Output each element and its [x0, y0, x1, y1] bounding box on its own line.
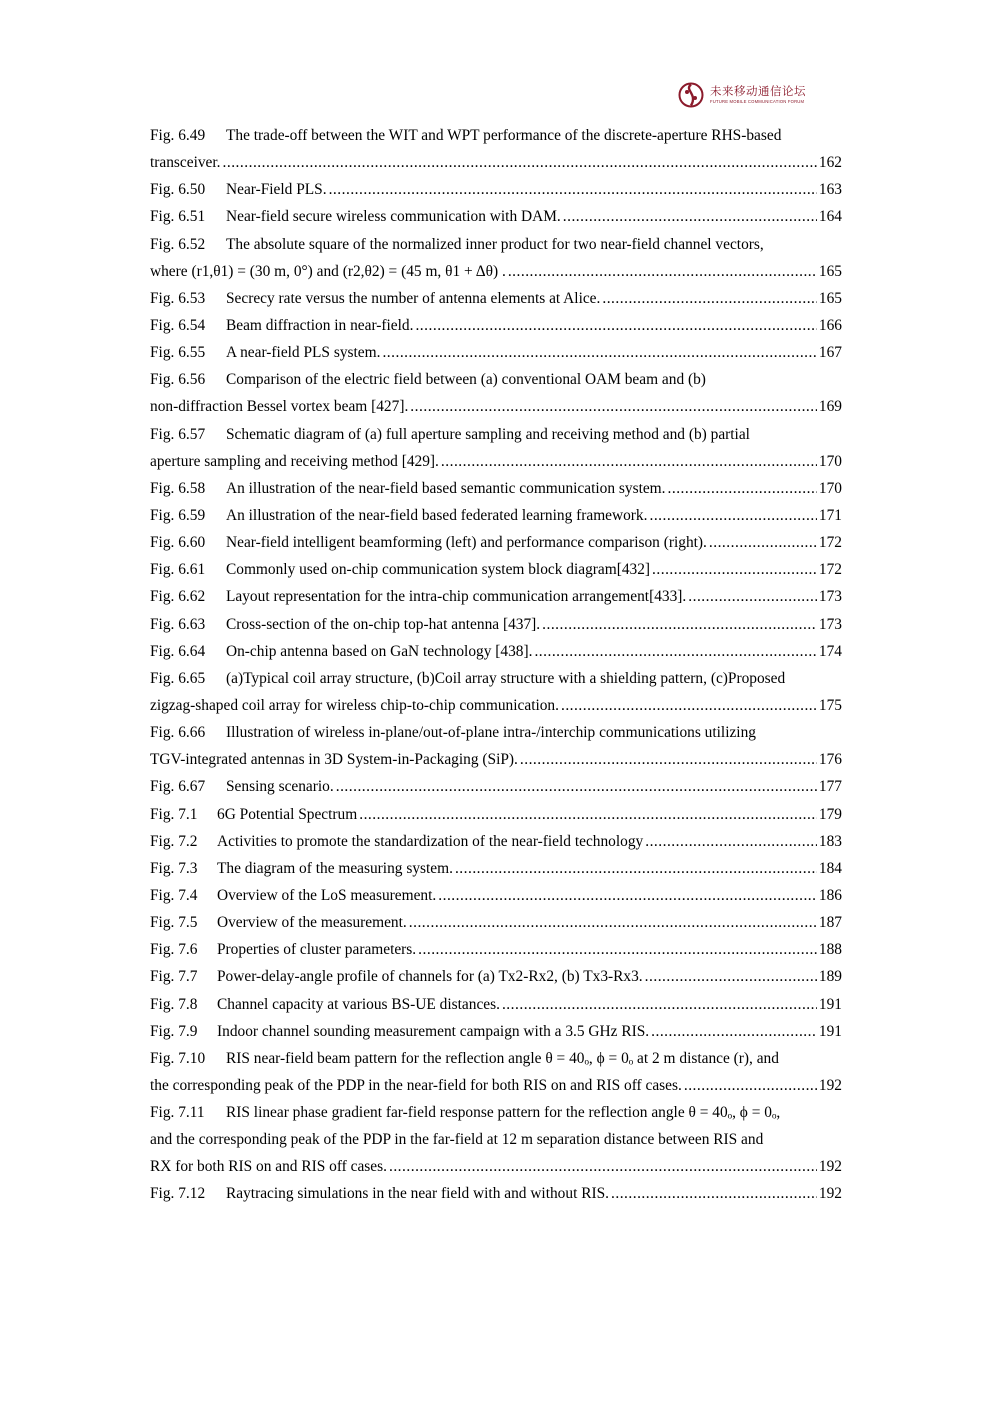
toc-entry-line[interactable] — [150, 963, 842, 990]
page-number: 165 — [818, 262, 842, 280]
figure-number: Fig. 6.62 — [150, 588, 206, 606]
page-number: 163 — [818, 181, 842, 199]
figure-caption-text: Channel capacity at various BS-UE distances. — [217, 995, 500, 1013]
figure-caption-text: Overview of the LoS measurement. — [217, 886, 437, 904]
leader-dots — [502, 991, 817, 1018]
figure-caption-text: An illustration of the near-field based federated learning framework. — [226, 506, 648, 524]
leader-dots — [709, 529, 817, 556]
figure-caption-text: zigzag-shaped coil array for wireless chip-to-chip communication. — [150, 696, 559, 714]
toc-entry-line[interactable] — [150, 692, 842, 719]
toc-entry-line[interactable] — [150, 203, 842, 230]
toc-entry-line[interactable] — [150, 746, 842, 773]
toc-entry-line[interactable] — [150, 991, 842, 1018]
leader-dots — [438, 882, 817, 909]
leader-dots — [611, 1180, 817, 1207]
figure-caption-text: Schematic diagram of (a) full aperture sampling and receiving method and (b) partial — [226, 425, 750, 443]
toc-entry-line — [150, 1099, 842, 1126]
page-number: 164 — [818, 208, 842, 226]
figure-caption-text: Comparison of the electric field between (a) conventional OAM beam and (b) — [226, 371, 706, 389]
page-number: 173 — [818, 588, 842, 606]
leader-dots — [382, 339, 816, 366]
list-of-figures — [150, 122, 842, 1208]
leader-dots — [688, 583, 817, 610]
figure-number: Fig. 6.67 — [150, 778, 206, 796]
page-number: 187 — [818, 914, 842, 932]
figure-caption-text: non-diffraction Bessel vortex beam [427]. — [150, 398, 409, 416]
leader-dots — [645, 963, 817, 990]
figure-number: Fig. 7.11 — [150, 1104, 205, 1122]
page-number: 177 — [818, 778, 842, 796]
page-number: 192 — [818, 1076, 842, 1094]
leader-dots — [684, 1072, 817, 1099]
page-number: 192 — [818, 1185, 842, 1203]
figure-number: Fig. 6.57 — [150, 425, 206, 443]
figure-number: Fig. 7.8 — [150, 995, 198, 1013]
toc-entry-line[interactable] — [150, 176, 842, 203]
forum-logo-icon — [678, 82, 704, 108]
page-number: 170 — [818, 479, 842, 497]
page-number: 173 — [818, 615, 842, 633]
toc-entry-line — [150, 366, 842, 393]
page-number: 170 — [818, 452, 842, 470]
figure-caption-text: Layout representation for the intra-chip communication arrangement[433]. — [226, 588, 687, 606]
figure-caption-text: and the corresponding peak of the PDP in the far-field at 12 m separation distance between RIS and — [150, 1131, 764, 1149]
page-number: 174 — [818, 642, 842, 660]
figure-number: Fig. 7.7 — [150, 968, 198, 986]
figure-caption-text: Near-Field PLS. — [226, 181, 327, 199]
figure-number: Fig. 7.9 — [150, 1022, 198, 1040]
figure-caption-text: Power-delay-angle profile of channels for (a) Tx2-Rx2, (b) Tx3-Rx3. — [217, 968, 643, 986]
figure-number: Fig. 7.3 — [150, 859, 198, 877]
leader-dots — [534, 638, 816, 665]
figure-number: Fig. 6.65 — [150, 669, 206, 687]
figure-caption-text: RX for both RIS on and RIS off cases. — [150, 1158, 387, 1176]
leader-dots — [668, 475, 817, 502]
leader-dots — [223, 149, 817, 176]
figure-number: Fig. 6.63 — [150, 615, 206, 633]
leader-dots — [336, 773, 817, 800]
toc-entry-line[interactable] — [150, 1180, 842, 1207]
page-number: 176 — [818, 751, 842, 769]
toc-entry-line[interactable] — [150, 1153, 842, 1180]
leader-dots — [455, 855, 817, 882]
toc-entry-line — [150, 1045, 842, 1072]
toc-entry-line — [150, 665, 842, 692]
page-number: 186 — [818, 886, 842, 904]
toc-entry-line[interactable] — [150, 339, 842, 366]
figure-number: Fig. 6.64 — [150, 642, 206, 660]
toc-entry-line — [150, 231, 842, 258]
figure-caption-text: where (r1,θ1) = (30 m, 0°) and (r2,θ2) = (45 m, θ1 + Δθ) . — [150, 262, 506, 280]
toc-entry-line[interactable] — [150, 773, 842, 800]
figure-number: Fig. 6.53 — [150, 289, 206, 307]
page-number: 184 — [818, 859, 842, 877]
figure-caption-text: Properties of cluster parameters. — [217, 941, 417, 959]
page-number: 165 — [818, 289, 842, 307]
page-number: 172 — [818, 534, 842, 552]
leader-dots — [652, 556, 817, 583]
figure-number: Fig. 6.66 — [150, 724, 206, 742]
leader-dots — [649, 502, 816, 529]
page-number: 172 — [818, 561, 842, 579]
figure-number: Fig. 7.12 — [150, 1185, 206, 1203]
figure-number: Fig. 7.1 — [150, 805, 198, 823]
figure-caption-text: On-chip antenna based on GaN technology [438]. — [226, 642, 533, 660]
toc-entry-line[interactable] — [150, 638, 842, 665]
figure-caption-text: transceiver. — [150, 154, 221, 172]
page-number: 171 — [818, 506, 842, 524]
leader-dots — [563, 203, 817, 230]
figure-caption-text: Overview of the measurement. — [217, 914, 407, 932]
figure-caption-text: TGV-integrated antennas in 3D System-in-Packaging (SiP). — [150, 751, 518, 769]
figure-number: Fig. 6.58 — [150, 479, 206, 497]
toc-entry-line[interactable] — [150, 475, 842, 502]
toc-entry-line[interactable] — [150, 149, 842, 176]
figure-caption-text: Cross-section of the on-chip top-hat antenna [437]. — [226, 615, 541, 633]
page-number: 189 — [818, 968, 842, 986]
leader-dots — [329, 176, 817, 203]
toc-entry-line[interactable] — [150, 529, 842, 556]
figure-number: Fig. 7.2 — [150, 832, 198, 850]
toc-entry-line[interactable] — [150, 909, 842, 936]
figure-caption-text: RIS linear phase gradient far-field response pattern for the reflection angle θ = 40ₒ, ϕ = 0ₒ, — [226, 1104, 781, 1122]
leader-dots — [418, 936, 817, 963]
toc-entry-line[interactable] — [150, 312, 842, 339]
figure-caption-text: the corresponding peak of the PDP in the near-field for both RIS on and RIS off cases. — [150, 1076, 682, 1094]
toc-entry-line[interactable] — [150, 448, 842, 475]
logo-english-text: FUTURE MOBILE COMMUNICATION FORUM — [710, 98, 805, 104]
leader-dots — [520, 746, 817, 773]
figure-caption-text: A near-field PLS system. — [226, 344, 381, 362]
toc-entry-line[interactable] — [150, 1072, 842, 1099]
figure-caption-text: 6G Potential Spectrum — [217, 805, 358, 823]
figure-number: Fig. 6.54 — [150, 316, 206, 334]
figure-caption-text: Raytracing simulations in the near field with and without RIS. — [226, 1185, 609, 1203]
page-number: 191 — [818, 995, 842, 1013]
toc-entry-line — [150, 719, 842, 746]
figure-caption-text: Activities to promote the standardization of the near-field technology — [217, 832, 644, 850]
page-number: 192 — [818, 1158, 842, 1176]
leader-dots — [645, 828, 817, 855]
leader-dots — [359, 801, 817, 828]
toc-entry-line[interactable] — [150, 1018, 842, 1045]
leader-dots — [651, 1018, 817, 1045]
figure-caption-text: Near-field intelligent beamforming (left) and performance comparison (right). — [226, 534, 707, 552]
toc-entry-line[interactable] — [150, 258, 842, 285]
figure-number: Fig. 7.10 — [150, 1049, 206, 1067]
figure-number: Fig. 6.56 — [150, 371, 206, 389]
toc-entry-line[interactable] — [150, 855, 842, 882]
toc-entry-line[interactable] — [150, 801, 842, 828]
page-number: 183 — [818, 832, 842, 850]
figure-caption-text: aperture sampling and receiving method [429]. — [150, 452, 439, 470]
figure-caption-text: Sensing scenario. — [226, 778, 334, 796]
toc-entry-line[interactable] — [150, 502, 842, 529]
page-number: 166 — [818, 316, 842, 334]
figure-caption-text: Commonly used on-chip communication system block diagram[432] — [226, 561, 651, 579]
figure-number: Fig. 6.59 — [150, 506, 206, 524]
page-number: 179 — [818, 805, 842, 823]
page-number: 188 — [818, 941, 842, 959]
figure-caption-text: RIS near-field beam pattern for the reflection angle θ = 40ₒ, ϕ = 0ₒ at 2 m distance (r), and — [226, 1049, 779, 1067]
figure-number: Fig. 6.50 — [150, 181, 206, 199]
toc-entry-line[interactable] — [150, 393, 842, 420]
figure-number: Fig. 6.49 — [150, 127, 206, 144]
toc-entry-line[interactable] — [150, 882, 842, 909]
figure-number: Fig. 7.5 — [150, 914, 198, 932]
toc-entry-line[interactable] — [150, 285, 842, 312]
page-number: 191 — [818, 1022, 842, 1040]
figure-caption-text: (a)Typical coil array structure, (b)Coil array structure with a shielding pattern, (c)Proposed — [226, 669, 786, 687]
figure-caption-text: The trade-off between the WIT and WPT performance of the discrete-aperture RHS-based — [226, 127, 782, 144]
figure-caption-text: An illustration of the near-field based semantic communication system. — [226, 479, 666, 497]
logo-chinese-text: 未来移动通信论坛 — [710, 84, 806, 99]
figure-number: Fig. 6.60 — [150, 534, 206, 552]
forum-logo — [678, 80, 838, 110]
leader-dots — [542, 611, 817, 638]
figure-caption-text: Beam diffraction in near-field. — [226, 316, 414, 334]
figure-caption-text: The absolute square of the normalized inner product for two near-field channel vectors, — [226, 235, 764, 253]
figure-number: Fig. 6.52 — [150, 235, 206, 253]
leader-dots — [561, 692, 817, 719]
leader-dots — [389, 1153, 817, 1180]
toc-entry-line[interactable] — [150, 936, 842, 963]
figure-number: Fig. 6.51 — [150, 208, 206, 226]
toc-entry-line[interactable] — [150, 583, 842, 610]
leader-dots — [441, 448, 817, 475]
toc-entry-line — [150, 421, 842, 448]
figure-caption-text: Indoor channel sounding measurement campaign with a 3.5 GHz RIS. — [217, 1022, 650, 1040]
leader-dots — [409, 909, 817, 936]
page-number: 167 — [818, 344, 842, 362]
toc-entry-line[interactable] — [150, 828, 842, 855]
leader-dots — [508, 258, 817, 285]
leader-dots — [602, 285, 817, 312]
leader-dots — [415, 312, 816, 339]
figure-number: Fig. 7.6 — [150, 941, 198, 959]
page-number: 175 — [818, 696, 842, 714]
figure-caption-text: Illustration of wireless in-plane/out-of-plane intra-/interchip communications utilizing — [226, 724, 756, 742]
figure-number: Fig. 7.4 — [150, 886, 198, 904]
page-number: 169 — [818, 398, 842, 416]
leader-dots — [410, 393, 817, 420]
page-number: 162 — [818, 154, 842, 172]
figure-number: Fig. 6.61 — [150, 561, 206, 579]
toc-entry-line[interactable] — [150, 611, 842, 638]
figure-number: Fig. 6.55 — [150, 344, 206, 362]
toc-entry-line — [150, 122, 842, 149]
figure-caption-text: The diagram of the measuring system. — [217, 859, 453, 877]
toc-entry-line[interactable] — [150, 556, 842, 583]
figure-caption-text: Secrecy rate versus the number of antenna elements at Alice. — [226, 289, 601, 307]
figure-caption-text: Near-field secure wireless communication with DAM. — [226, 208, 561, 226]
toc-entry-line — [150, 1126, 842, 1153]
